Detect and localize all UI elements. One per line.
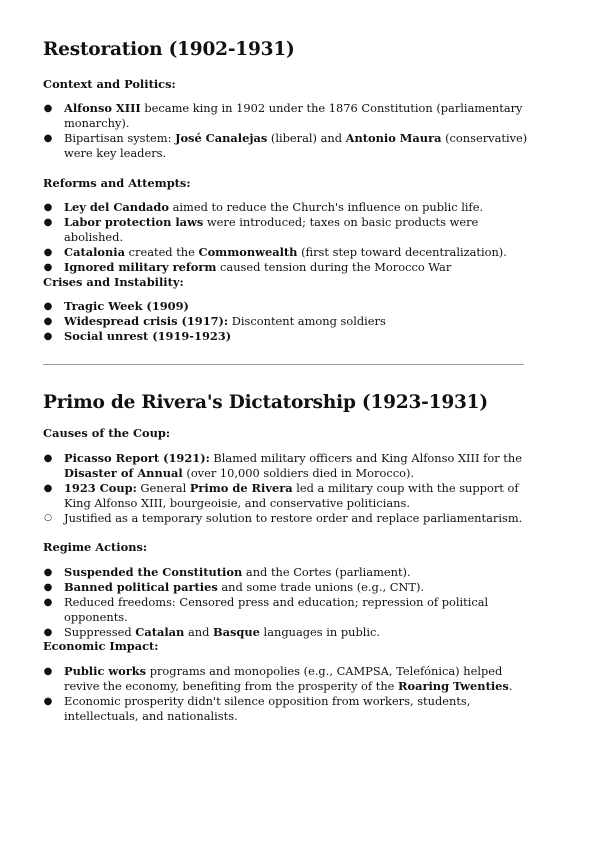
body-text: languages in public.: [259, 625, 381, 639]
bullet-icon: ●: [43, 597, 53, 608]
body-text: and: [184, 625, 214, 639]
list-item: [43, 200, 533, 215]
body-text: (conservative) were key leaders.: [64, 131, 528, 160]
section-title-restoration: Restoration (1902-1931): [43, 39, 295, 60]
heading-reforms: Reforms and Attempts:: [43, 176, 191, 190]
list-item: [43, 511, 533, 526]
body-text: Blamed military officers and King Alfonso XIII for the: [209, 451, 522, 465]
list-context-politics: [43, 101, 533, 161]
bold-text: José Canalejas: [175, 131, 268, 145]
body-text: (first step toward decentralization).: [297, 245, 507, 259]
list-item: [43, 580, 533, 595]
bullet-icon: ●: [43, 483, 53, 494]
body-text: Suppressed: [64, 625, 136, 639]
heading-regime-actions: Regime Actions:: [43, 540, 148, 554]
bold-text: 1923 Coup:: [64, 481, 137, 495]
body-text: programs and monopolies (e.g., CAMPSA, Telefónica) helped revive the economy, benefiting from the prosperity of the: [64, 664, 503, 693]
body-text: aimed to reduce the Church's influence on public life.: [168, 200, 484, 214]
bold-text: Alfonso XIII: [64, 101, 141, 115]
bold-text: Roaring Twenties: [398, 679, 509, 693]
heading-causes: Causes of the Coup:: [43, 426, 171, 440]
body-text: became king in 1902 under the 1876 Constitution (parliamentary monarchy).: [64, 101, 523, 130]
bold-text: Picasso Report (1921):: [64, 451, 210, 465]
body-text: General: [136, 481, 190, 495]
list-economic-impact: [43, 664, 533, 724]
list-item: [43, 451, 533, 481]
bold-text: Catalan: [135, 625, 185, 639]
bullet-icon: ●: [43, 331, 53, 342]
list-item: [43, 245, 533, 260]
bullet-icon: ●: [43, 316, 53, 327]
bold-text: Disaster of Annual: [64, 466, 183, 480]
list-reforms: [43, 200, 533, 275]
bullet-icon: ●: [43, 582, 53, 593]
body-text: (liberal) and: [267, 131, 346, 145]
body-text: Economic prosperity didn't silence opposition from workers, students, intellectuals, and nationalists.: [64, 694, 471, 723]
hollow-bullet-icon: ○: [44, 513, 52, 523]
list-item: [43, 101, 533, 131]
body-text: (over 10,000 soldiers died in Morocco).: [182, 466, 415, 480]
body-text: and the Cortes (parliament).: [242, 565, 411, 579]
list-item: [43, 694, 533, 724]
bold-text: Public works: [64, 664, 147, 678]
list-causes: [43, 451, 533, 526]
bold-text: Tragic Week (1909): [64, 299, 189, 313]
body-text: were introduced; taxes on basic products were abolished.: [64, 215, 479, 244]
list-item: [43, 664, 533, 694]
bold-text: Banned political parties: [64, 580, 218, 594]
body-text: Bipartisan system:: [64, 131, 176, 145]
body-text: Discontent among soldiers: [228, 314, 386, 328]
list-item: [43, 625, 533, 640]
bullet-icon: ●: [43, 301, 53, 312]
list-item: [43, 565, 533, 580]
body-text: .: [508, 679, 513, 693]
body-text: and some trade unions (e.g., CNT).: [217, 580, 425, 594]
heading-context-politics: Context and Politics:: [43, 77, 176, 91]
list-item: [43, 481, 533, 511]
list-item: [43, 299, 533, 314]
list-item: [43, 595, 533, 625]
bold-text: Social unrest (1919-1923): [64, 329, 232, 343]
list-crises: [43, 299, 533, 344]
body-text: led a military coup with the support of King Alfonso XIII, bourgeoisie, and conservative politicians.: [64, 481, 519, 510]
bold-text: Catalonia: [64, 245, 126, 259]
heading-economic-impact: Economic Impact:: [43, 639, 159, 653]
body-text: Reduced freedoms: Censored press and education; repression of political opponents.: [64, 595, 489, 624]
heading-crises: Crises and Instability:: [43, 275, 184, 289]
bullet-icon: ●: [43, 627, 53, 638]
bullet-icon: ●: [43, 696, 53, 707]
bullet-icon: ●: [43, 666, 53, 677]
bold-text: Suspended the Constitution: [64, 565, 243, 579]
section-divider: [43, 364, 524, 365]
section-title-dictatorship: Primo de Rivera's Dictatorship (1923-1931): [43, 392, 488, 413]
bold-text: Commonwealth: [198, 245, 298, 259]
list-item: [43, 260, 533, 275]
bold-text: Basque: [213, 625, 260, 639]
bold-text: Ignored military reform: [64, 260, 217, 274]
body-text: Justified as a temporary solution to restore order and replace parliamentarism.: [64, 511, 523, 525]
bullet-icon: ●: [43, 103, 53, 114]
body-text: created the: [125, 245, 199, 259]
list-item: [43, 131, 533, 161]
bullet-icon: ●: [43, 453, 53, 464]
bullet-icon: ●: [43, 133, 53, 144]
list-item: [43, 215, 533, 245]
bold-text: Widespread crisis (1917):: [64, 314, 229, 328]
list-regime-actions: [43, 565, 533, 640]
list-item: [43, 329, 533, 344]
bullet-icon: ●: [43, 217, 53, 228]
bullet-icon: ●: [43, 262, 53, 273]
bold-text: Ley del Candado: [64, 200, 169, 214]
bold-text: Primo de Rivera: [189, 481, 293, 495]
bullet-icon: ●: [43, 567, 53, 578]
bold-text: Antonio Maura: [345, 131, 442, 145]
bullet-icon: ●: [43, 247, 53, 258]
list-item: [43, 314, 533, 329]
bullet-icon: ●: [43, 202, 53, 213]
bold-text: Labor protection laws: [64, 215, 204, 229]
body-text: caused tension during the Morocco War: [216, 260, 452, 274]
